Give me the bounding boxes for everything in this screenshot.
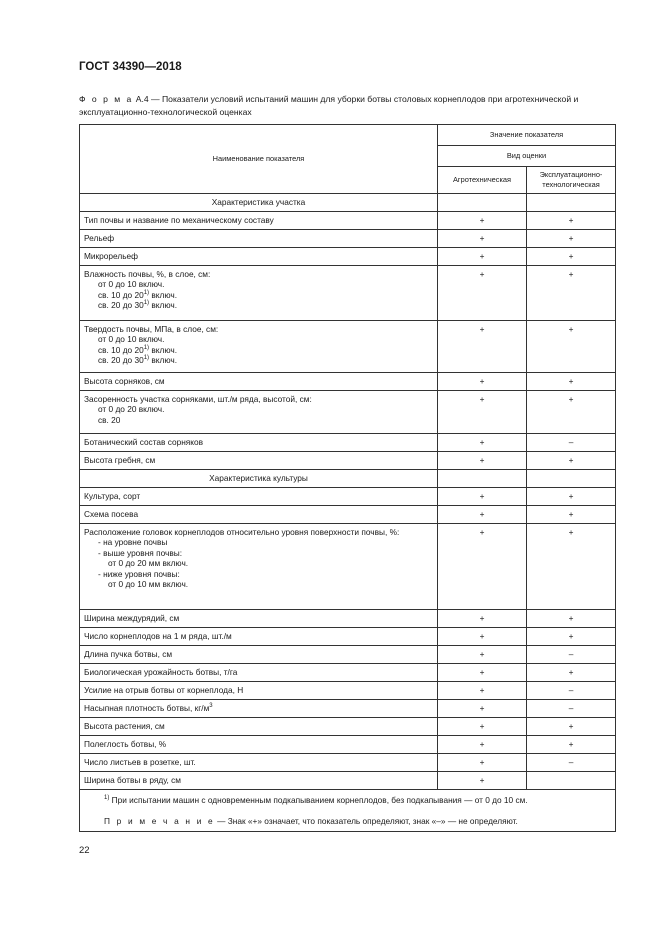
row-name: Число листьев в розетке, шт. [80,754,438,772]
indicators-table [79,124,616,832]
table-row [80,266,616,321]
footnote [104,794,609,806]
section-row [80,470,616,488]
row-name: Ширина междурядий, см [80,610,438,628]
row-sub-item: от 0 до 10 включ. [98,279,165,290]
standard-number: ГОСТ 34390—2018 [79,61,182,73]
row-agro-mark: + [438,488,527,506]
table-row [80,754,616,772]
row-exp-mark: + [527,266,616,321]
row-sub-item: от 0 до 10 включ. [98,334,165,345]
page-number: 22 [79,845,90,856]
table-row [80,391,616,434]
row-name-cell [80,321,438,373]
row-agro-mark: + [438,266,527,321]
row-agro-mark: + [438,391,527,434]
table-row [80,524,616,610]
row-name: Тип почвы и название по механическому составу [80,212,438,230]
row-agro-mark: + [438,248,527,266]
row-name-cell [80,266,438,321]
row-name: Биологическая урожайность ботвы, т/га [80,664,438,682]
row-exp-mark: + [527,212,616,230]
row-sub-item: от 0 до 10 мм включ. [108,579,189,590]
row-name: Ботанический состав сорняков [80,434,438,452]
header-operational: Эксплуатационно-технологическая [527,167,616,194]
row-agro-mark: + [438,646,527,664]
row-exp-mark [527,772,616,790]
row-exp-mark: – [527,646,616,664]
table-row [80,682,616,700]
row-name: Расположение головок корнеплодов относительно уровня поверхности почвы, %: [84,527,400,537]
row-agro-mark: + [438,434,527,452]
row-sub-item: от 0 до 20 включ. [98,404,165,415]
row-name: Культура, сорт [80,488,438,506]
row-exp-mark: + [527,718,616,736]
footnote-text: При испытании машин с одновременным подкапыванием корнеплодов, без подкапывания — от 0 до 10 см. [111,795,528,805]
row-exp-mark: + [527,391,616,434]
row-exp-mark: + [527,248,616,266]
note [104,815,609,827]
form-caption [79,93,615,118]
table-row [80,506,616,524]
header-value: Значение показателя [438,125,616,146]
row-exp-mark: + [527,506,616,524]
row-agro-mark: + [438,373,527,391]
row-agro-mark: + [438,321,527,373]
row-exp-mark: – [527,682,616,700]
row-sub-item: - ниже уровня почвы: [98,568,180,579]
note-text: — Знак «+» означает, что показатель определяют, знак «–» — не определяют. [217,816,518,826]
row-agro-mark: + [438,664,527,682]
row-name: Ширина ботвы в ряду, см [80,772,438,790]
row-name: Микрорельеф [80,248,438,266]
row-name: Высота сорняков, см [80,373,438,391]
row-name-cell [80,391,438,434]
row-sub-item: от 0 до 20 мм включ. [108,558,189,569]
row-name: Влажность почвы, %, в слое, см: [84,269,211,279]
row-exp-mark: + [527,230,616,248]
table-row [80,434,616,452]
row-name: Рельеф [80,230,438,248]
row-agro-mark: + [438,772,527,790]
row-name: Высота гребня, см [80,452,438,470]
row-name-superscript: 3 [209,703,213,710]
row-name: Насыпная плотность ботвы, кг/м [84,703,210,713]
row-agro-mark: + [438,682,527,700]
row-sub-item: св. 10 до 20$^{1)}$ включ. [98,289,177,300]
footnote-row [80,790,616,832]
row-name: Твердость почвы, МПа, в слое, см: [84,324,219,334]
row-agro-mark: + [438,628,527,646]
table-row [80,736,616,754]
row-agro-mark: + [438,610,527,628]
table-row [80,321,616,373]
row-exp-mark: + [527,488,616,506]
row-name: Засоренность участка сорняками, шт./м ряда, высотой, см: [84,394,312,404]
table-row [80,772,616,790]
table-row [80,248,616,266]
row-name-cell [80,524,438,610]
form-title: А.4 — Показатели условий испытаний машин для уборки ботвы столовых корнеплодов при агротехнической и эксплуатационно-технологической оценках [79,94,579,117]
table-row [80,610,616,628]
row-agro-mark: + [438,212,527,230]
table-row [80,373,616,391]
row-sub-item: св. 20 до 30$^{1)}$ включ. [98,300,177,311]
row-name: Длина пучка ботвы, см [80,646,438,664]
note-label: П р и м е ч а н и е [104,816,215,826]
row-agro-mark: + [438,524,527,610]
row-agro-mark: + [438,230,527,248]
row-sub-item: - выше уровня почвы: [98,547,183,558]
row-name: Схема посева [80,506,438,524]
table-row [80,646,616,664]
row-name: Высота растения, см [80,718,438,736]
row-sub-item: - на уровне почвы [98,537,168,548]
row-name: Полеглость ботвы, % [80,736,438,754]
row-agro-mark: + [438,754,527,772]
table-row [80,628,616,646]
table-row [80,718,616,736]
row-exp-mark: + [527,321,616,373]
row-exp-mark: + [527,610,616,628]
row-exp-mark: + [527,373,616,391]
table-footer [80,790,616,832]
header-assessment-kind: Вид оценки [438,146,616,167]
section-title: Характеристика участка [80,194,438,212]
row-name: Усилие на отрыв ботвы от корнеплода, Н [80,682,438,700]
row-exp-mark: – [527,434,616,452]
row-sub-item: св. 10 до 20$^{1)}$ включ. [98,344,177,355]
table-row [80,452,616,470]
row-exp-mark: – [527,700,616,718]
row-sub-item: св. 20 [98,414,121,425]
row-exp-mark: + [527,628,616,646]
row-exp-mark: + [527,452,616,470]
row-name: Число корнеплодов на 1 м ряда, шт./м [80,628,438,646]
row-exp-mark: + [527,664,616,682]
header-indicator-name: Наименование показателя [80,125,438,194]
row-sub-item: св. 20 до 30$^{1)}$ включ. [98,355,177,366]
row-name-cell [80,700,438,718]
section-row [80,194,616,212]
header-agrotechnical: Агротехническая [438,167,527,194]
footnote-mark: 1) [104,795,110,802]
table-row [80,488,616,506]
table-row [80,664,616,682]
table-row [80,230,616,248]
row-agro-mark: + [438,506,527,524]
row-agro-mark: + [438,700,527,718]
section-title: Характеристика культуры [80,470,438,488]
table-row [80,700,616,718]
row-exp-mark: + [527,736,616,754]
form-label: Ф о р м а [79,94,134,104]
row-exp-mark: – [527,754,616,772]
table-row [80,212,616,230]
row-agro-mark: + [438,736,527,754]
row-exp-mark: + [527,524,616,610]
row-agro-mark: + [438,452,527,470]
row-agro-mark: + [438,718,527,736]
